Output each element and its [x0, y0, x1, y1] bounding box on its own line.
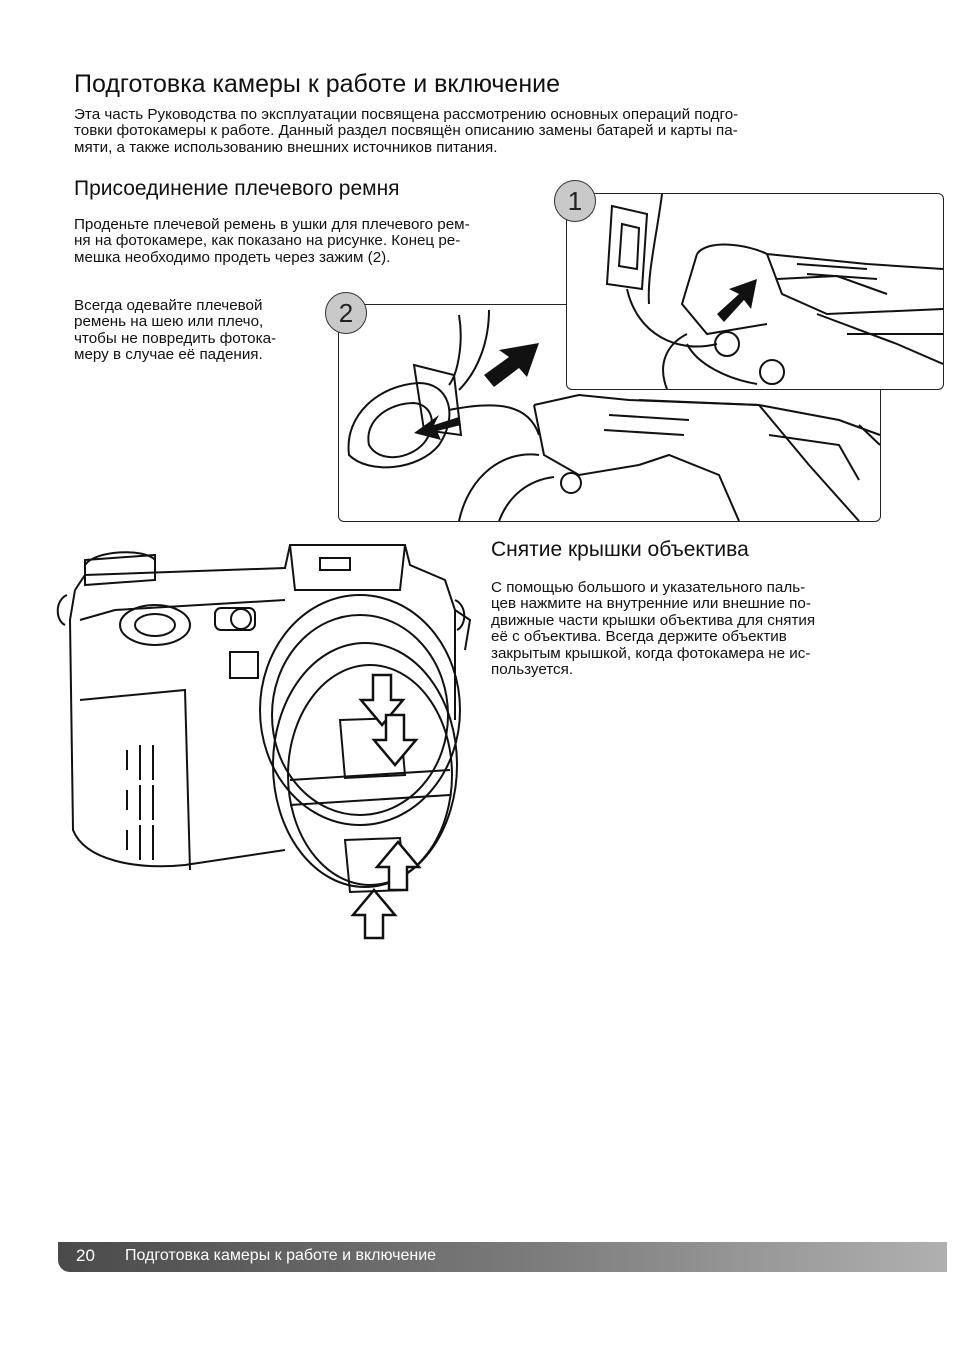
lens-cap-line: движные части крышки объектива для снятия: [491, 611, 816, 629]
strap-illustration-step-1: [566, 193, 944, 390]
step-1-badge: 1: [554, 180, 596, 222]
strap-line: Проденьте плечевой ремень в ушки для плечевого рем-: [74, 216, 470, 233]
strap-warning-line: ремень на шею или плечо,: [74, 313, 264, 331]
strap-warning-line: меру в случае её падения.: [74, 346, 263, 364]
strap-warning-line: чтобы не повредить фотока-: [74, 329, 277, 347]
intro-text: [74, 107, 880, 156]
step-2-badge: 2: [325, 292, 367, 334]
intro-line: мяти, а также использованию внешних источников питания.: [74, 138, 498, 156]
camera-lens-cap-drawing: [55, 540, 475, 950]
lens-cap-line: пользуется.: [491, 661, 574, 679]
footer-section-title: Подготовка камеры к работе и включение: [125, 1247, 437, 1264]
intro-line: Эта часть Руководства по эксплуатации посвящена рассмотрению основных операций подго-: [74, 106, 739, 123]
strap-paragraph-1: [74, 217, 550, 266]
page-title: Подготовка камеры к работе и включение: [74, 70, 561, 98]
page-footer: [58, 1242, 947, 1272]
lens-cap-heading: Снятие крышки объектива: [491, 538, 749, 561]
strap-warning-line: Всегда одевайте плечевой: [74, 297, 263, 314]
strap-heading: Присоединение плечевого ремня: [74, 177, 400, 200]
page-number: 20: [76, 1246, 95, 1265]
lens-cap-paragraph: [491, 580, 878, 678]
strap-eyelet-drawing: [567, 194, 943, 389]
lens-cap-line: цев нажмите на внутренние или внешние по-: [491, 595, 811, 613]
lens-cap-line: её с объектива. Всегда держите объектив: [491, 628, 787, 646]
strap-line: мешка необходимо продеть через зажим (2).: [74, 248, 391, 266]
intro-line: товки фотокамеры к работе. Данный раздел посвящён описанию замены батарей и карты па-: [74, 122, 738, 140]
strap-paragraph-2: [74, 298, 324, 364]
lens-cap-line: С помощью большого и указательного паль-: [491, 579, 806, 596]
strap-line: ня на фотокамере, как показано на рисунке. Конец ре-: [74, 232, 461, 250]
lens-cap-line: закрытым крышкой, когда фотокамера не ис-: [491, 644, 811, 662]
